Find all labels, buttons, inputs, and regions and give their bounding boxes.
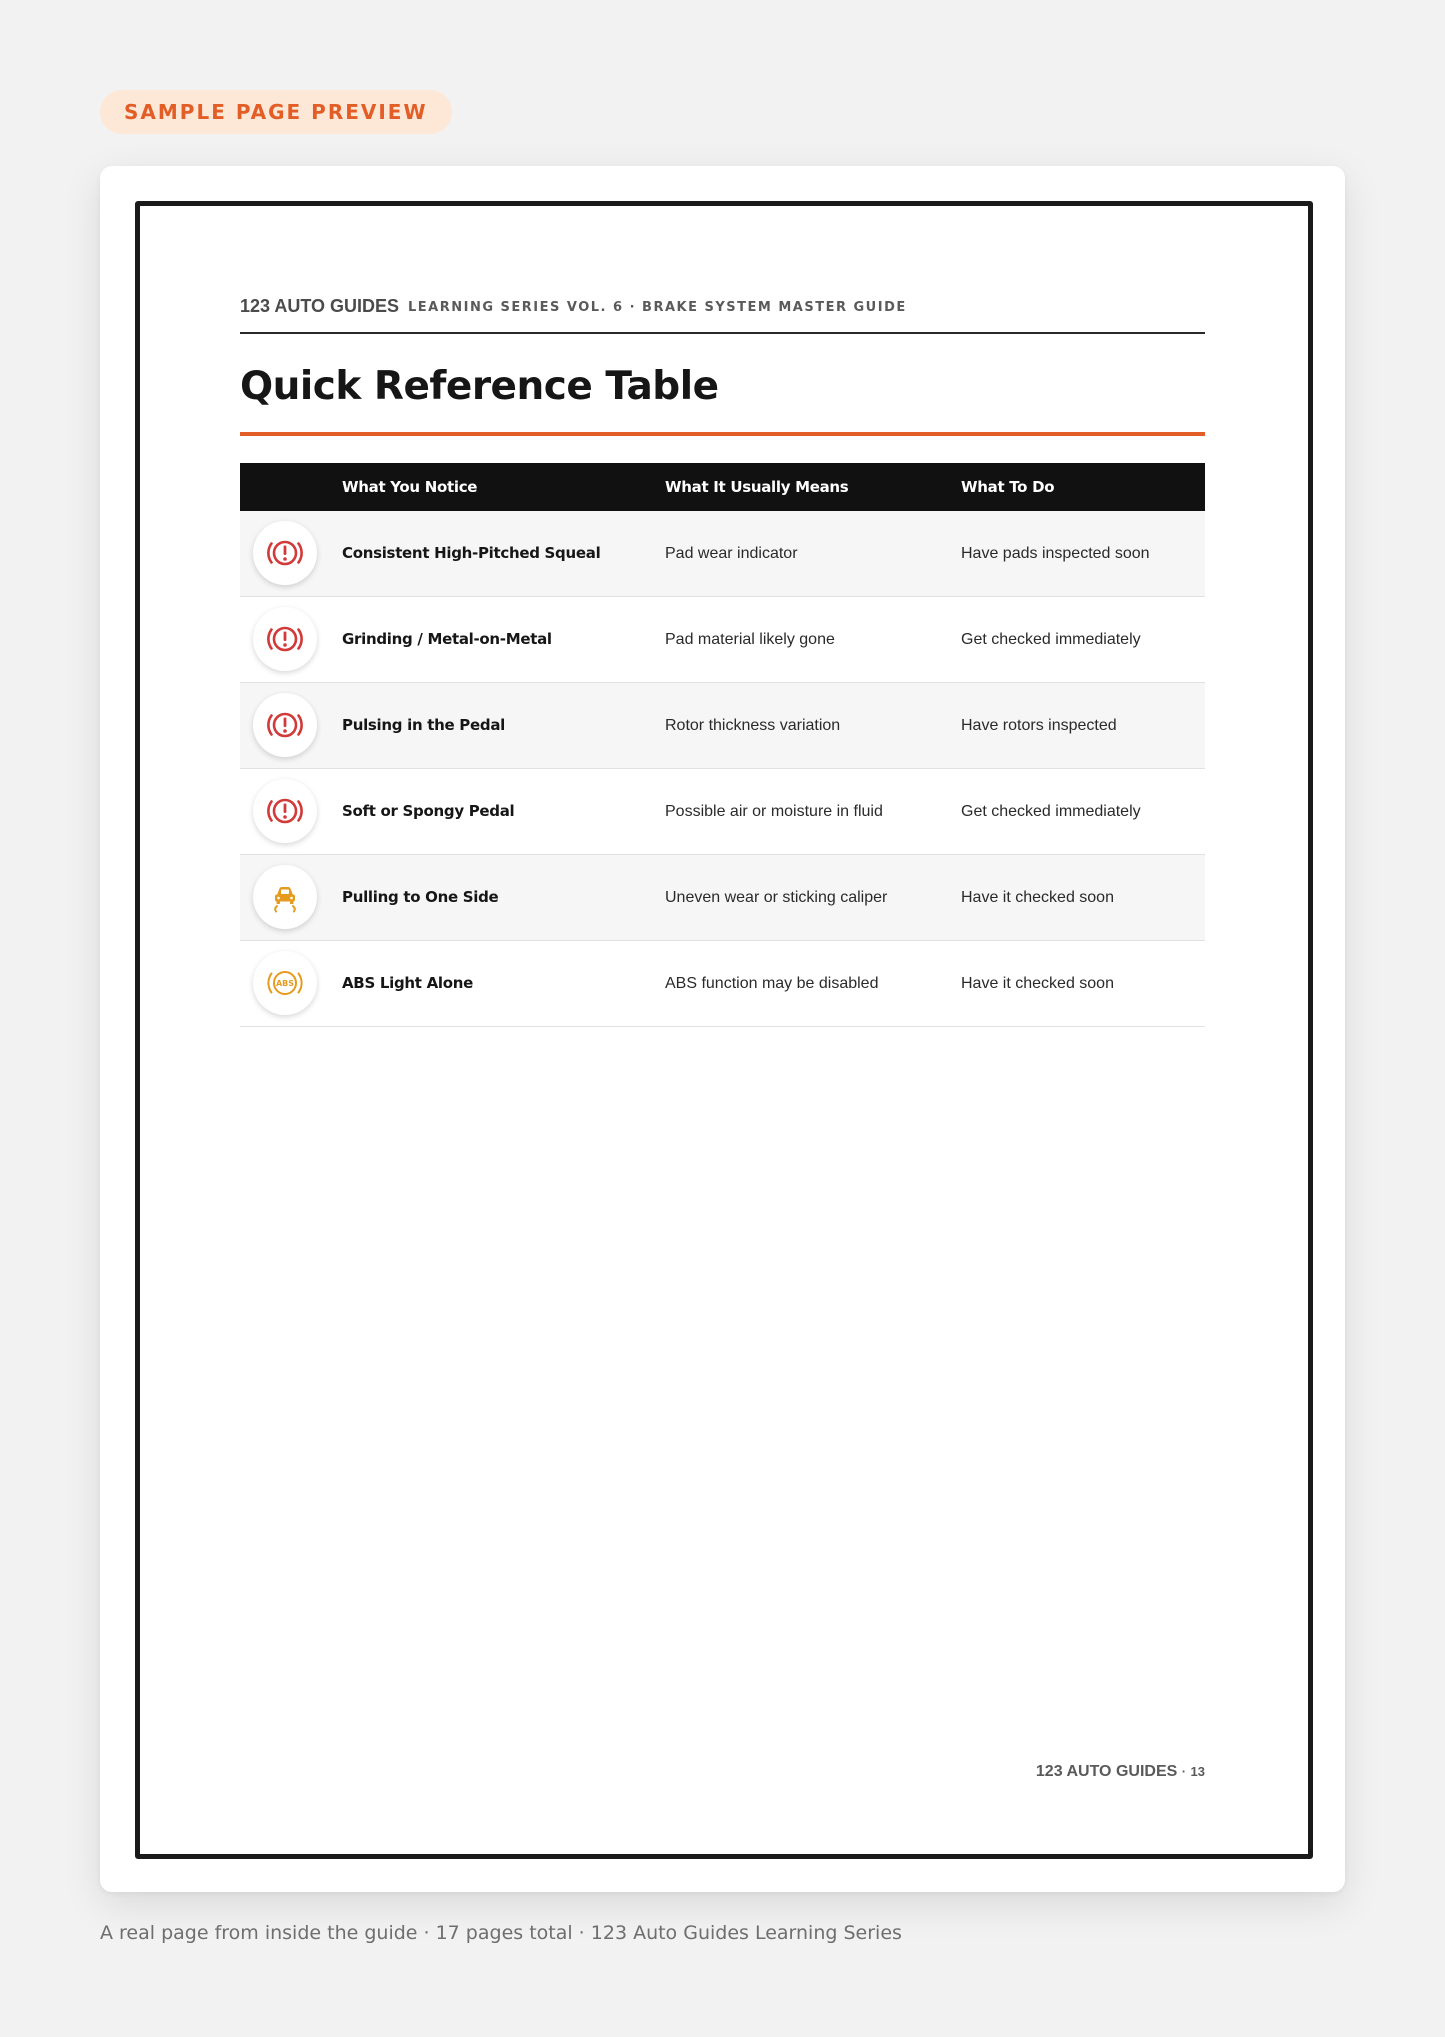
- column-header-notice: What You Notice: [342, 478, 478, 496]
- table-header: [240, 463, 1205, 511]
- preview-caption: A real page from inside the guide · 17 pages total · 123 Auto Guides Learning Series: [100, 1922, 902, 1944]
- page-number: 13: [1190, 1764, 1205, 1779]
- reference-table: [240, 463, 1205, 1027]
- page-title: Quick Reference Table: [240, 364, 719, 409]
- notice-cell: Soft or Spongy Pedal: [342, 802, 515, 820]
- todo-cell: Have rotors inspected: [961, 717, 1117, 734]
- sample-preview-badge: SAMPLE PAGE PREVIEW: [100, 90, 452, 134]
- table-row: [240, 855, 1205, 941]
- notice-cell: Consistent High-Pitched Squeal: [342, 544, 601, 562]
- notice-cell: Grinding / Metal-on-Metal: [342, 630, 552, 648]
- preview-card: [100, 166, 1345, 1892]
- svg-text:ABS: ABS: [275, 979, 295, 988]
- footer-brand: 123 AUTO GUIDES: [1035, 1763, 1178, 1780]
- skidding-car-icon: [253, 865, 317, 929]
- means-cell: Possible air or moisture in fluid: [665, 803, 883, 820]
- header-brand: 123 AUTO GUIDES: [240, 296, 400, 316]
- page-footer: [240, 1763, 1205, 1781]
- guide-page: [135, 201, 1313, 1859]
- todo-cell: Get checked immediately: [961, 631, 1141, 648]
- means-cell: Rotor thickness variation: [665, 717, 841, 734]
- todo-cell: Have it checked soon: [961, 889, 1114, 906]
- column-header-todo: What To Do: [961, 478, 1055, 496]
- todo-cell: Have it checked soon: [961, 975, 1114, 992]
- table-row: [240, 511, 1205, 597]
- brake-warning-icon: [253, 521, 317, 585]
- todo-cell: Have pads inspected soon: [961, 545, 1150, 562]
- notice-cell: Pulsing in the Pedal: [342, 716, 505, 734]
- means-cell: Pad material likely gone: [665, 631, 835, 648]
- means-cell: ABS function may be disabled: [665, 975, 879, 992]
- table-row: [240, 683, 1205, 769]
- abs-warning-icon: [253, 951, 317, 1015]
- table-row: [240, 769, 1205, 855]
- footer-separator: ·: [1181, 1764, 1187, 1779]
- header-series: LEARNING SERIES VOL. 6 · BRAKE SYSTEM MASTER GUIDE: [408, 300, 907, 315]
- column-header-means: What It Usually Means: [665, 478, 849, 496]
- notice-cell: Pulling to One Side: [342, 888, 499, 906]
- notice-cell: ABS Light Alone: [342, 974, 473, 992]
- todo-cell: Get checked immediately: [961, 803, 1141, 820]
- running-header: [240, 294, 1205, 334]
- brake-warning-icon: [253, 779, 317, 843]
- brake-warning-icon: [253, 607, 317, 671]
- table-row: [240, 941, 1205, 1027]
- means-cell: Pad wear indicator: [665, 545, 798, 562]
- means-cell: Uneven wear or sticking caliper: [665, 889, 888, 906]
- brake-warning-icon: [253, 693, 317, 757]
- title-underline: [240, 432, 1205, 436]
- table-row: [240, 597, 1205, 683]
